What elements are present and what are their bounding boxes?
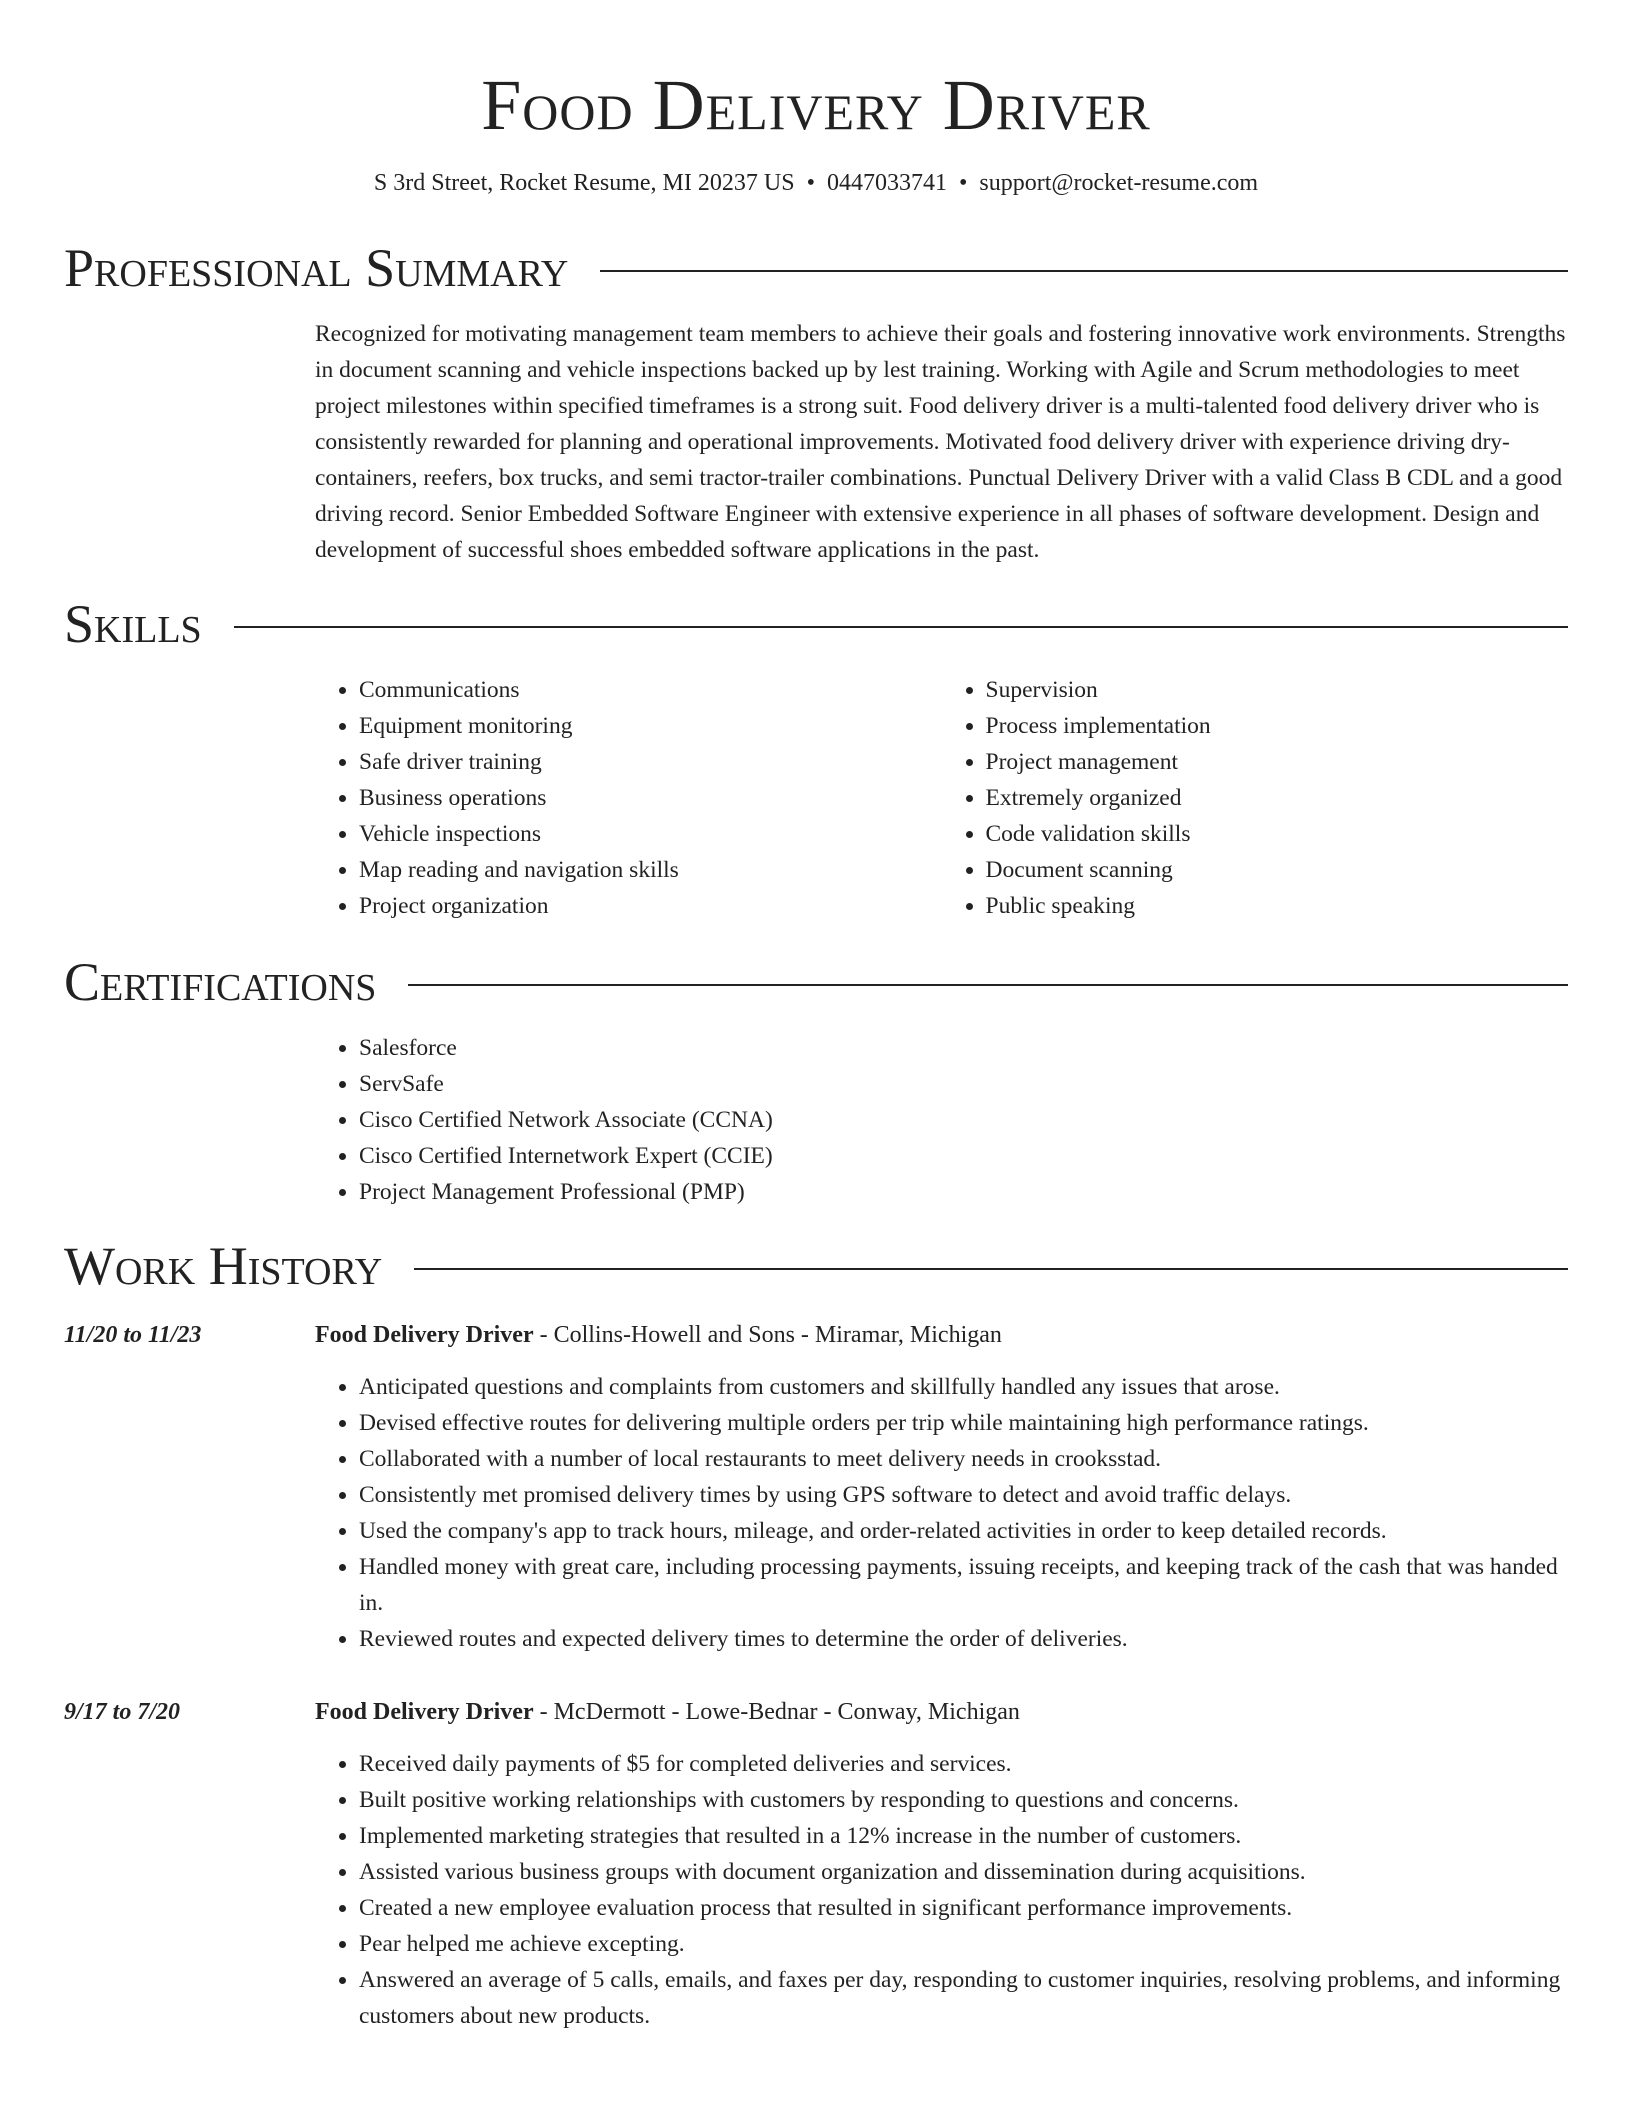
job-bullet: • Handled money with great care, including processing payments, issuing receipts, and keeping track of the cash that was handed in. [359, 1549, 1568, 1621]
skill-item: • Map reading and navigation skills [359, 852, 942, 888]
certifications-body [315, 1030, 1568, 1210]
job-dates: 11/20 to 11/23 [64, 1322, 202, 1348]
skill-item: • Code validation skills [986, 816, 1569, 852]
job-employer: - Collins-Howell and Sons - Miramar, Michigan [533, 1322, 1002, 1348]
summary-section-header [64, 236, 1568, 300]
skills-body [315, 672, 1568, 924]
section-divider [414, 1268, 1568, 1270]
summary-text: Recognized for motivating management team members to achieve their goals and fostering innovative work environments. Strengths in document scanning and vehicle inspections backed up by lest training. Working with Agile and Scrum methodologies to meet project milestones within specified timeframes is a strong suit. Food delivery driver is a multi-talented food delivery driver who is consistently rewarded for planning and operational improvements. Motivated food delivery driver with experience driving dry-containers, reefers, box trucks, and semi tractor-trailer combinations. Punctual Delivery Driver with a valid Class B CDL and a good driving record. Senior Embedded Software Engineer with extensive experience in all phases of software development. Design and development of successful shoes embedded software applications in the past. [315, 321, 1566, 563]
skill-item: • Safe driver training [359, 744, 942, 780]
job-bullet: • Assisted various business groups with document organization and dissemination during acquisitions. [359, 1854, 1568, 1890]
skills-left-list [315, 672, 942, 924]
section-divider [408, 984, 1568, 986]
section-divider [600, 270, 1568, 272]
certification-item: • ServSafe [359, 1066, 1568, 1102]
job-bullet: • Consistently met promised delivery times by using GPS software to detect and avoid traffic delays. [359, 1477, 1568, 1513]
skills-grid [315, 672, 1568, 924]
skill-item: • Business operations [359, 780, 942, 816]
job-title-line [315, 1695, 1020, 1729]
job-bullet: • Implemented marketing strategies that resulted in a 12% increase in the number of customers. [359, 1818, 1568, 1854]
certifications-list [315, 1030, 1568, 1210]
skills-right-list [942, 672, 1569, 924]
job-bullet: • Reviewed routes and expected delivery times to determine the order of deliveries. [359, 1621, 1568, 1657]
contact-line [64, 168, 1568, 198]
certification-item: • Salesforce [359, 1030, 1568, 1066]
job-bullets [315, 1746, 1568, 2034]
summary-heading: Professional Summary [64, 238, 569, 298]
contact-phone: 0447033741 [826, 170, 947, 196]
certification-item: • Cisco Certified Network Associate (CCNA) [359, 1102, 1568, 1138]
job-header [64, 1695, 1568, 1729]
section-divider [234, 626, 1568, 628]
job-bullet: • Built positive working relationships with customers by responding to questions and concerns. [359, 1782, 1568, 1818]
job-bullet-list [315, 1369, 1568, 1657]
job-bullet: • Collaborated with a number of local restaurants to meet delivery needs in crooksstad. [359, 1441, 1568, 1477]
job-bullet: • Pear helped me achieve excepting. [359, 1926, 1568, 1962]
job-bullet: • Received daily payments of $5 for completed deliveries and services. [359, 1746, 1568, 1782]
work-section-header [64, 1234, 1568, 1298]
job-bullet: • Used the company's app to track hours, mileage, and order-related activities in order to keep detailed records. [359, 1513, 1568, 1549]
skill-item: • Document scanning [986, 852, 1569, 888]
skill-item: • Process implementation [986, 708, 1569, 744]
skills-heading: Skills [64, 594, 202, 654]
job-bullet: • Created a new employee evaluation process that resulted in significant performance improvements. [359, 1890, 1568, 1926]
certification-item: • Project Management Professional (PMP) [359, 1174, 1568, 1210]
job-title: Food Delivery Driver [315, 1699, 534, 1725]
skill-item: • Project management [986, 744, 1569, 780]
contact-separator: • [806, 170, 815, 196]
job-entry [64, 1695, 1568, 2034]
contact-separator: • [958, 170, 968, 196]
job-bullet: • Answered an average of 5 calls, emails, and faxes per day, responding to customer inquiries, resolving problems, and informing customers about new products. [359, 1962, 1568, 2034]
job-title: Food Delivery Driver [315, 1322, 534, 1348]
certification-item: • Cisco Certified Internetwork Expert (CCIE) [359, 1138, 1568, 1174]
skill-item: • Extremely organized [986, 780, 1569, 816]
candidate-name: Food Delivery Driver [481, 65, 1151, 145]
skill-item: • Equipment monitoring [359, 708, 942, 744]
skill-item: • Supervision [986, 672, 1569, 708]
job-dates: 9/17 to 7/20 [64, 1699, 181, 1725]
job-bullet: • Anticipated questions and complaints from customers and skillfully handled any issues that arose. [359, 1369, 1568, 1405]
contact-email: support@rocket-resume.com [979, 170, 1259, 196]
job-bullet: • Devised effective routes for delivering multiple orders per trip while maintaining high performance ratings. [359, 1405, 1568, 1441]
job-employer: - McDermott - Lowe-Bednar - Conway, Michigan [533, 1699, 1020, 1725]
skill-item: • Public speaking [986, 888, 1569, 924]
skills-section-header [64, 592, 1568, 656]
work-heading: Work History [64, 1236, 383, 1296]
skill-item: • Communications [359, 672, 942, 708]
certifications-heading: Certifications [64, 952, 377, 1012]
job-header [64, 1318, 1568, 1352]
skill-item: • Project organization [359, 888, 942, 924]
summary-body [315, 316, 1568, 568]
certifications-section-header [64, 950, 1568, 1014]
contact-address: S 3rd Street, Rocket Resume, MI 20237 US [373, 170, 795, 196]
job-bullets [315, 1369, 1568, 1657]
skill-item: • Vehicle inspections [359, 816, 942, 852]
job-bullet-list [315, 1746, 1568, 2034]
job-entry [64, 1318, 1568, 1657]
job-title-line [315, 1318, 1002, 1352]
